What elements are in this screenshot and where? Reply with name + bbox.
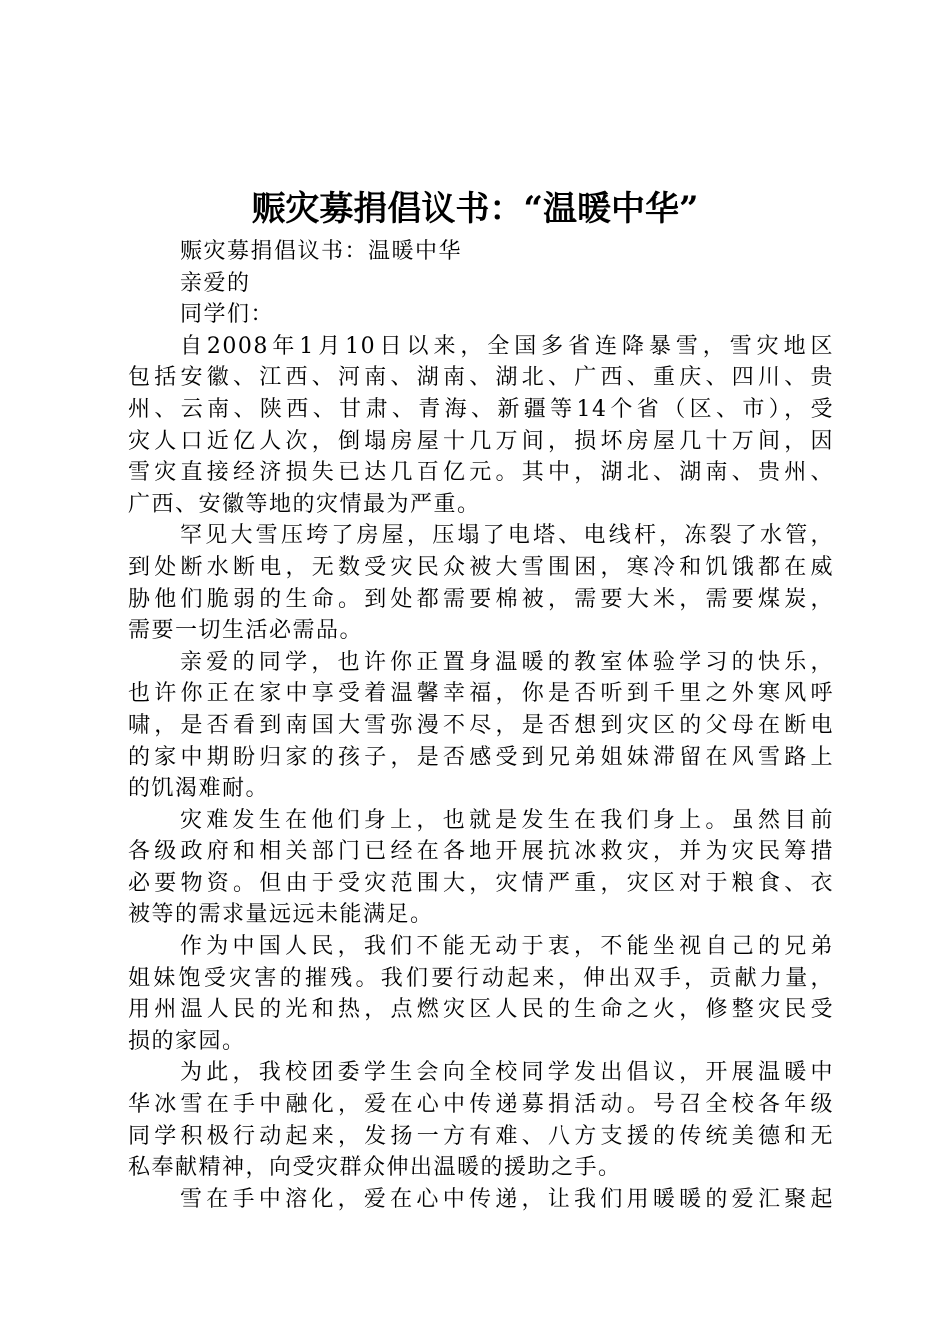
- body-line: 包括安徽、江西、河南、湖南、湖北、广西、重庆、四川、贵: [128, 365, 834, 391]
- body-line: 也许你正在家中享受着温馨幸福，你是否听到千里之外寒风呼: [128, 681, 834, 707]
- body-line: 雪在手中溶化，爱在心中传递，让我们用暖暖的爱汇聚起: [180, 1186, 834, 1212]
- body-line: 的饥渴难耐。: [128, 776, 270, 802]
- body-line: 作为中国人民，我们不能无动于衷，不能坐视自己的兄弟: [180, 934, 834, 960]
- body-line: 广西、安徽等地的灾情最为严重。: [128, 491, 481, 517]
- body-line: 各级政府和相关部门已经在各地开展抗冰救灾，并为灾民筹措: [128, 839, 834, 865]
- body-line: 华冰雪在手中融化，爱在心中传递募捐活动。号召全校各年级: [128, 1092, 834, 1118]
- body-line: 自2008年1月10日以来，全国多省连降暴雪，雪灾地区: [180, 333, 834, 359]
- body-line: 亲爱的同学，也许你正置身温暖的教室体验学习的快乐，: [180, 649, 834, 675]
- body-line: 私奉献精神，向受灾群众伸出温暖的援助之手。: [128, 1155, 622, 1181]
- body-line: 损的家园。: [128, 1028, 246, 1054]
- body-line: 的家中期盼归家的孩子，是否感受到兄弟姐妹滞留在风雪路上: [128, 744, 834, 770]
- body-line: 同学积极行动起来，发扬一方有难、八方支援的传统美德和无: [128, 1123, 834, 1149]
- body-line: 胁他们脆弱的生命。到处都需要棉被，需要大米，需要煤炭，: [128, 586, 834, 612]
- body-line: 必要物资。但由于受灾范围大，灾情严重，灾区对于粮食、衣: [128, 870, 834, 896]
- body-line: 为此，我校团委学生会向全校同学发出倡议，开展温暖中: [180, 1060, 834, 1086]
- body-line: 需要一切生活必需品。: [128, 618, 364, 644]
- body-line: 罕见大雪压垮了房屋，压塌了电塔、电线杆，冻裂了水管，: [180, 523, 834, 549]
- body-line: 啸，是否看到南国大雪弥漫不尽，是否想到灾区的父母在断电: [128, 712, 834, 738]
- body-line: 被等的需求量远远未能满足。: [128, 902, 434, 928]
- document-body: [128, 236, 834, 1215]
- body-line: 灾人口近亿人次，倒塌房屋十几万间，损坏房屋几十万间，因: [128, 428, 834, 454]
- body-line: 州、云南、陕西、甘肃、青海、新疆等14个省（区、市），受: [128, 396, 834, 422]
- body-line: 同学们：: [180, 302, 275, 328]
- body-line: 亲爱的: [180, 270, 251, 296]
- body-line: 赈灾募捐倡议书：温暖中华: [180, 239, 463, 264]
- document-title: 赈灾募捐倡议书：“温暖中华”: [251, 189, 699, 229]
- body-line: 姐妹饱受灾害的摧残。我们要行动起来，伸出双手，贡献力量，: [128, 965, 834, 991]
- body-line: 到处断水断电，无数受灾民众被大雪围困，寒冷和饥饿都在威: [128, 554, 834, 580]
- body-line: 雪灾直接经济损失已达几百亿元。其中，湖北、湖南、贵州、: [128, 460, 834, 486]
- body-line: 灾难发生在他们身上，也就是发生在我们身上。虽然目前: [180, 807, 834, 833]
- body-line: 用州温人民的光和热，点燃灾区人民的生命之火，修整灾民受: [128, 997, 834, 1023]
